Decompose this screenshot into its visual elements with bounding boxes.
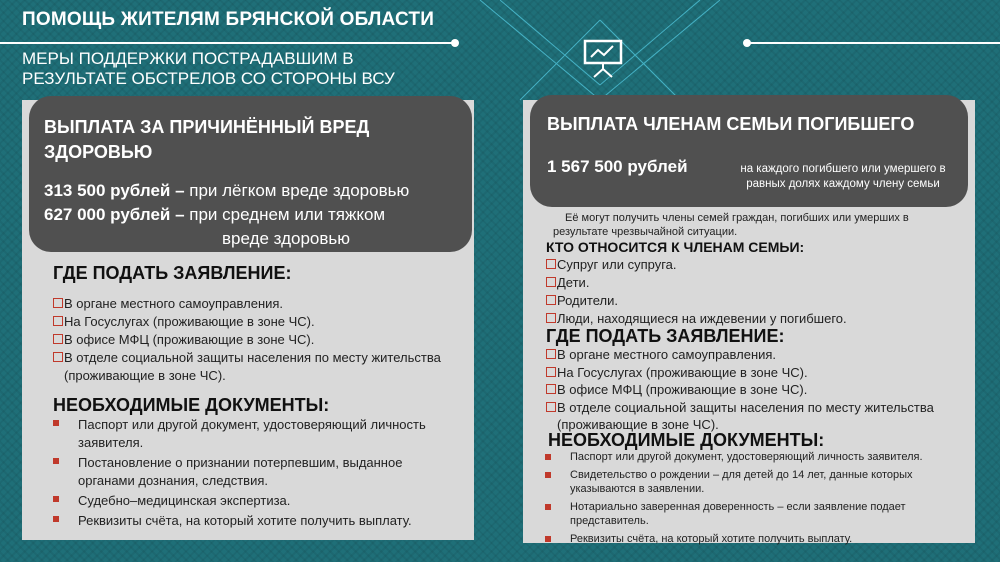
- family-list: [546, 256, 966, 328]
- document-item: Паспорт или другой документ, удостоверяющий личность заявителя.: [50, 416, 460, 452]
- amount-severe-desc: при среднем или тяжком: [184, 205, 386, 224]
- list-item: В органе местного самоуправления.: [53, 295, 465, 313]
- document-item: Нотариально заверенная доверенность – если заявление подает представитель.: [542, 500, 962, 529]
- page-title: ПОМОЩЬ ЖИТЕЛЯМ БРЯНСКОЙ ОБЛАСТИ: [22, 9, 435, 30]
- family-member-item: Супруг или супруга.: [546, 256, 966, 274]
- amount-severe: 627 000 рублей –: [44, 205, 185, 224]
- left-summary-box: [29, 96, 472, 252]
- document-item: Судебно–медицинская экспертиза.: [50, 492, 460, 510]
- right-where-heading: ГДЕ ПОДАТЬ ЗАЯВЛЕНИЕ:: [546, 326, 785, 346]
- document-item: Паспорт или другой документ, удостоверяющий личность заявителя.: [542, 450, 962, 465]
- right-docs-heading: НЕОБХОДИМЫЕ ДОКУМЕНТЫ:: [548, 430, 825, 450]
- left-docs-list: [50, 416, 460, 532]
- document-item: Свидетельство о рождении – для детей до 14 лет, данные которых указываются в заявлении.: [542, 468, 962, 497]
- list-item: В отделе социальной защиты населения по месту жительства (проживающие в зоне ЧС).: [546, 399, 966, 434]
- family-member-item: Люди, находящиеся на иждевении у погибшего.: [546, 310, 966, 328]
- list-item: В отделе социальной защиты населения по месту жительства (проживающие в зоне ЧС).: [53, 349, 465, 385]
- family-member-item: Родители.: [546, 292, 966, 310]
- right-amount-note: на каждого погибшего или умершего в равных долях каждому члену семьи: [740, 163, 946, 190]
- left-docs-heading: НЕОБХОДИМЫЕ ДОКУМЕНТЫ:: [53, 395, 330, 415]
- list-item: В офисе МФЦ (проживающие в зоне ЧС).: [546, 381, 966, 399]
- document-item: Постановление о признании потерпевшим, выданное органами дознания, следствия.: [50, 454, 460, 490]
- right-amount: 1 567 500 рублей: [547, 157, 688, 176]
- left-where-heading: ГДЕ ПОДАТЬ ЗАЯВЛЕНИЕ:: [53, 263, 292, 283]
- right-summary-box: [530, 95, 968, 207]
- left-where-list: [53, 295, 465, 385]
- document-item: Реквизиты счёта, на который хотите получить выплату.: [50, 512, 460, 530]
- list-item: На Госуслугах (проживающие в зоне ЧС).: [546, 364, 966, 382]
- left-summary-title: ВЫПЛАТА ЗА ПРИЧИНЁННЫЙ ВРЕД ЗДОРОВЬЮ: [44, 117, 370, 162]
- amount-light: 313 500 рублей –: [44, 181, 185, 200]
- list-item: В офисе МФЦ (проживающие в зоне ЧС).: [53, 331, 465, 349]
- eligibility-note: Её могут получить члены семей граждан, погибших или умерших в результате чрезвычайной ситуации.: [553, 212, 909, 238]
- family-member-item: Дети.: [546, 274, 966, 292]
- family-heading: КТО ОТНОСИТСЯ К ЧЛЕНАМ СЕМЬИ:: [546, 239, 805, 255]
- right-summary-title: ВЫПЛАТА ЧЛЕНАМ СЕМЬИ ПОГИБШЕГО: [547, 114, 915, 134]
- right-docs-list: [542, 450, 962, 549]
- document-item: Реквизиты счёта, на который хотите получить выплату.: [542, 532, 962, 547]
- amount-line-light: [44, 181, 409, 201]
- list-item: На Госуслугах (проживающие в зоне ЧС).: [53, 313, 465, 331]
- amount-line-severe: [44, 205, 385, 225]
- presentation-board-icon: [583, 39, 625, 79]
- page-subtitle: МЕРЫ ПОДДЕРЖКИ ПОСТРАДАВШИМ В РЕЗУЛЬТАТЕ ОБСТРЕЛОВ СО СТОРОНЫ ВСУ: [22, 49, 395, 88]
- list-item: В органе местного самоуправления.: [546, 346, 966, 364]
- amount-light-desc: при лёгком вреде здоровью: [184, 181, 410, 200]
- right-where-list: [546, 346, 966, 434]
- amount-severe-desc-cont: вреде здоровью: [222, 229, 351, 248]
